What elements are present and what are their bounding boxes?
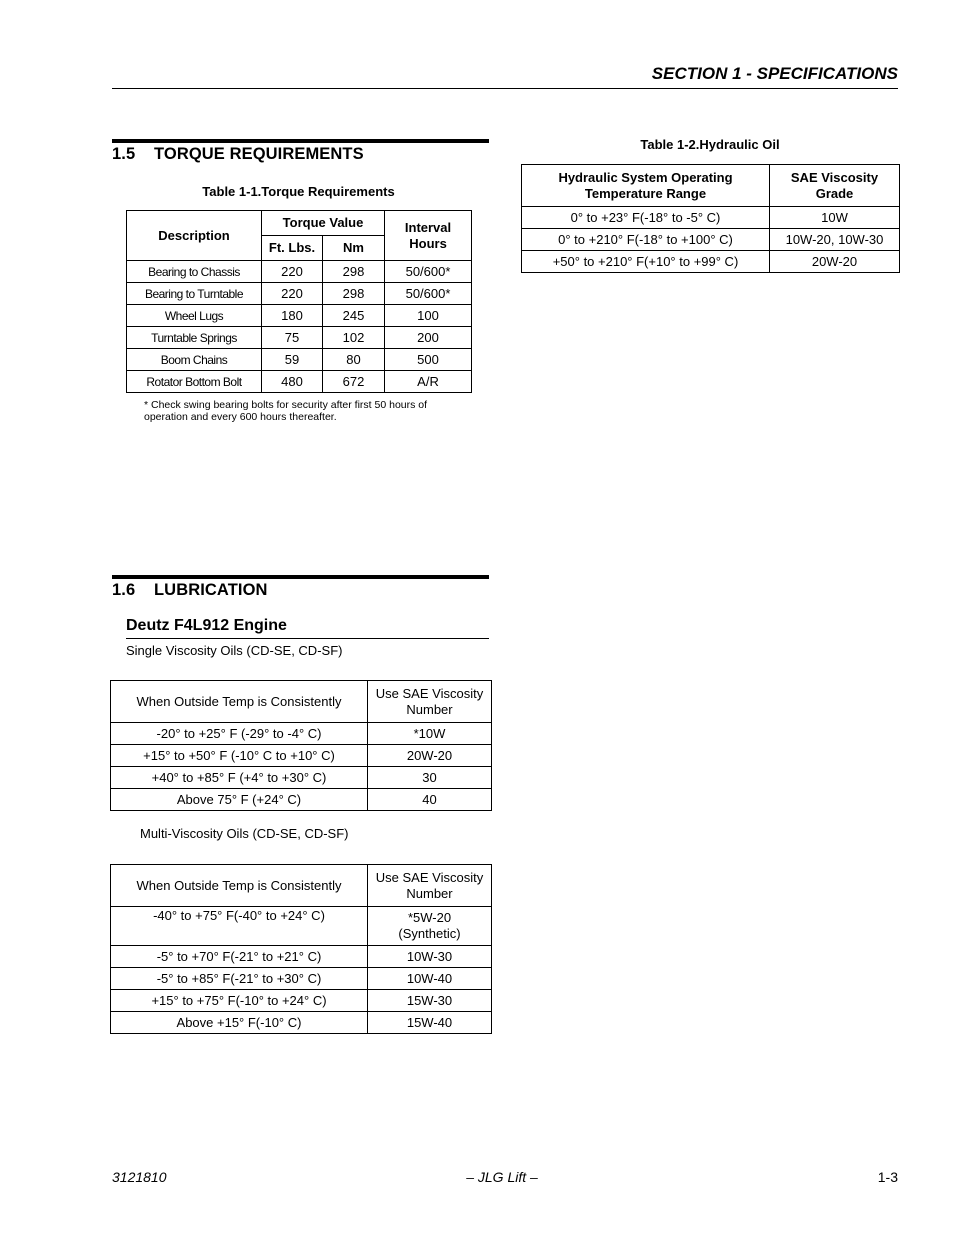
multi-viscosity-label: Multi-Viscosity Oils (CD-SE, CD-SF) [140, 826, 349, 841]
table-row [522, 251, 900, 273]
table-row [127, 327, 472, 349]
table-row [127, 305, 472, 327]
footer-doc-number: 3121810 [112, 1169, 167, 1185]
table-row [111, 990, 492, 1012]
table-row [127, 349, 472, 371]
row-ft-lbs: 59 [262, 349, 323, 371]
col-ft-lbs: Ft. Lbs. [262, 236, 323, 261]
row-ft-lbs: 75 [262, 327, 323, 349]
row-description: Bearing to Turntable [127, 283, 262, 305]
table-row [111, 907, 492, 946]
row-temp: Above +15° F(-10° C) [111, 1012, 368, 1034]
row-interval: 50/600* [385, 283, 472, 305]
row-nm: 80 [323, 349, 385, 371]
row-temp: +15° to +50° F (-10° C to +10° C) [111, 745, 368, 767]
footer-page-number: 1-3 [877, 1169, 898, 1185]
section-number: 1.6 [112, 581, 136, 599]
row-number: 30 [368, 767, 492, 789]
header-rule [112, 88, 898, 89]
engine-subheading-rule [126, 638, 489, 639]
row-interval: 100 [385, 305, 472, 327]
row-number: 10W-40 [368, 968, 492, 990]
table-row [111, 723, 492, 745]
row-temp: +40° to +85° F (+4° to +30° C) [111, 767, 368, 789]
col-sae-number: Use SAE Viscosity Number [368, 865, 492, 907]
hydraulic-table-caption: Table 1-2.Hydraulic Oil [640, 137, 780, 152]
row-nm: 245 [323, 305, 385, 327]
hydraulic-oil-table [521, 164, 900, 273]
row-nm: 298 [323, 283, 385, 305]
section-number: 1.5 [112, 145, 136, 163]
single-viscosity-label: Single Viscosity Oils (CD-SE, CD-SF) [126, 643, 343, 658]
row-temp: -5° to +85° F(-21° to +30° C) [111, 968, 368, 990]
row-nm: 672 [323, 371, 385, 393]
row-nm: 298 [323, 261, 385, 283]
section-header-title: SECTION 1 - SPECIFICATIONS [651, 64, 898, 83]
row-ft-lbs: 220 [262, 283, 323, 305]
section-1-5-bar [112, 139, 489, 143]
row-number: 15W-30 [368, 990, 492, 1012]
col-description: Description [127, 211, 262, 261]
row-ft-lbs: 480 [262, 371, 323, 393]
row-interval: 500 [385, 349, 472, 371]
row-temp: +15° to +75° F(-10° to +24° C) [111, 990, 368, 1012]
col-outside-temp: When Outside Temp is Consistently [111, 681, 368, 723]
row-nm: 102 [323, 327, 385, 349]
row-ft-lbs: 220 [262, 261, 323, 283]
row-description: Wheel Lugs [127, 305, 262, 327]
table-row [127, 283, 472, 305]
table-row [127, 371, 472, 393]
row-temp-range: 0° to +210° F(-18° to +100° C) [522, 229, 770, 251]
row-number: 20W-20 [368, 745, 492, 767]
row-temp: -40° to +75° F(-40° to +24° C) [111, 907, 368, 946]
table-row [111, 968, 492, 990]
torque-table [126, 210, 472, 393]
section-1-6-bar [112, 575, 489, 579]
table-row [111, 789, 492, 811]
col-temp-range: Hydraulic System Operating Temperature Range [522, 165, 770, 207]
torque-footnote: * Check swing bearing bolts for security after first 50 hours of operation and every 600 hours thereafter. [144, 399, 428, 423]
engine-subheading: Deutz F4L912 Engine [126, 617, 287, 634]
row-number: *5W-20 (Synthetic) [368, 907, 492, 946]
section-title: LUBRICATION [154, 581, 268, 599]
row-number: 40 [368, 789, 492, 811]
row-temp: -5° to +70° F(-21° to +21° C) [111, 946, 368, 968]
table-row [111, 745, 492, 767]
torque-table-caption: Table 1-1.Torque Requirements [202, 184, 395, 199]
row-description: Rotator Bottom Bolt [127, 371, 262, 393]
row-temp-range: +50° to +210° F(+10° to +99° C) [522, 251, 770, 273]
row-interval: 200 [385, 327, 472, 349]
table-row [522, 207, 900, 229]
row-temp: Above 75° F (+24° C) [111, 789, 368, 811]
row-grade: 10W [770, 207, 900, 229]
multi-viscosity-table [110, 864, 492, 1034]
row-interval: A/R [385, 371, 472, 393]
row-ft-lbs: 180 [262, 305, 323, 327]
col-interval-hours: Interval Hours [385, 211, 472, 261]
single-viscosity-table [110, 680, 492, 811]
col-torque-value: Torque Value [262, 211, 385, 236]
col-outside-temp: When Outside Temp is Consistently [111, 865, 368, 907]
row-description: Boom Chains [127, 349, 262, 371]
table-row [111, 946, 492, 968]
footer-brand: – JLG Lift – [466, 1169, 538, 1185]
row-grade: 20W-20 [770, 251, 900, 273]
table-row [111, 1012, 492, 1034]
section-1-6-heading [112, 581, 268, 600]
row-number: 15W-40 [368, 1012, 492, 1034]
row-description: Turntable Springs [127, 327, 262, 349]
col-sae-grade: SAE Viscosity Grade [770, 165, 900, 207]
col-nm: Nm [323, 236, 385, 261]
row-temp: -20° to +25° F (-29° to -4° C) [111, 723, 368, 745]
row-temp-range: 0° to +23° F(-18° to -5° C) [522, 207, 770, 229]
section-title: TORQUE REQUIREMENTS [154, 145, 364, 163]
table-row [522, 229, 900, 251]
col-sae-number: Use SAE Viscosity Number [368, 681, 492, 723]
table-row [111, 767, 492, 789]
section-1-5-heading [112, 145, 364, 164]
table-row [127, 261, 472, 283]
row-description: Bearing to Chassis [127, 261, 262, 283]
row-interval: 50/600* [385, 261, 472, 283]
row-grade: 10W-20, 10W-30 [770, 229, 900, 251]
row-number: 10W-30 [368, 946, 492, 968]
row-number: *10W [368, 723, 492, 745]
